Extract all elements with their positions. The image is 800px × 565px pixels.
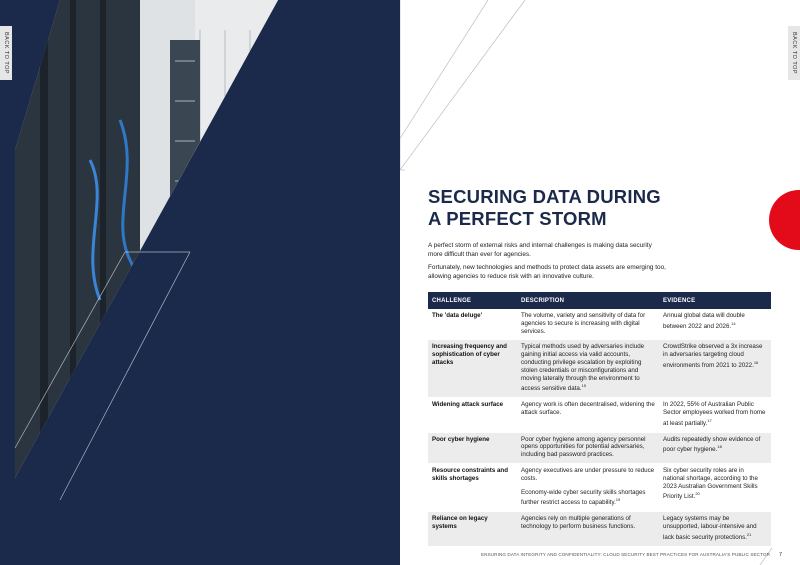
- description-text: Typical methods used by adversaries include gaining initial access via valid accounts, conducting privilege escalation by exploiting stolen credentials or misconfigurations and moving laterally through the environment to access sensitive data.: [521, 343, 645, 393]
- title-line-1: SECURING DATA DURING: [428, 186, 661, 207]
- footnote-ref: 15: [581, 383, 586, 389]
- evidence-text: Audits repeatedly show evidence of poor cyber hygiene.: [663, 435, 761, 454]
- table-row: [428, 398, 771, 432]
- evidence-text: Six cyber security roles are in national shortage, according to the 2023 Australian Government Skills Priority List.: [663, 467, 758, 501]
- challenge-cell: Increasing frequency and sophistication of cyber attacks: [428, 340, 517, 398]
- back-to-top-label: BACK TO TOP: [3, 31, 9, 75]
- description-cell: [517, 340, 659, 398]
- table-row: [428, 432, 771, 463]
- footnote-ref: 20: [695, 491, 700, 497]
- table-row: [428, 340, 771, 398]
- evidence-cell: [659, 512, 771, 546]
- description-cell: [517, 432, 659, 463]
- table-row: [428, 309, 771, 340]
- evidence-text: In 2022, 55% of Australian Public Sector employees worked from home at least partially.: [663, 401, 766, 427]
- evidence-text: CrowdStrike observed a 3x increase in adversaries targeting cloud environments from 2021 to 2022.: [663, 343, 763, 370]
- description-cell: [517, 512, 659, 546]
- table-header-row: [428, 292, 771, 309]
- back-to-top-tab-left[interactable]: [0, 26, 12, 80]
- evidence-cell: [659, 398, 771, 432]
- evidence-cell: [659, 340, 771, 398]
- footnote-ref: 16: [753, 359, 759, 365]
- back-to-top-label: BACK TO TOP: [791, 31, 797, 75]
- footnote-ref: 18: [717, 444, 722, 450]
- description-cell: [517, 464, 659, 512]
- footnote-ref: 14: [731, 320, 736, 326]
- description-text: Economy-wide cyber security skills shortages further restrict access to capability.: [521, 488, 646, 507]
- footnote-ref: 19: [615, 497, 621, 503]
- challenge-cell: Poor cyber hygiene: [428, 432, 517, 463]
- page-title: [428, 186, 728, 230]
- footer-text: ENSURING DATA INTEGRITY AND CONFIDENTIALITY: CLOUD SECURITY BEST PRACTICES FOR AUSTRALIA'S PUBLIC SECTOR: [481, 552, 770, 557]
- header-evidence: EVIDENCE: [659, 292, 771, 309]
- intro-paragraph-1: A perfect storm of external risks and internal challenges is making data security more difficult than ever for agencies.: [428, 242, 652, 258]
- challenge-cell: Widening attack surface: [428, 398, 517, 432]
- description-cell: [517, 398, 659, 432]
- header-description: DESCRIPTION: [517, 292, 659, 309]
- page-number: 7: [778, 552, 782, 558]
- right-content-panel: [400, 0, 800, 565]
- back-to-top-tab-right[interactable]: [788, 26, 800, 80]
- description-text: Agencies rely on multiple generations of technology to perform business functions.: [521, 515, 636, 531]
- evidence-text: Annual global data will double between 2022 and 2026.: [663, 312, 745, 330]
- challenge-cell: Reliance on legacy systems: [428, 512, 517, 546]
- table-row: [428, 512, 771, 546]
- header-challenge: CHALLENGE: [428, 292, 517, 309]
- title-line-2: A PERFECT STORM: [428, 208, 607, 229]
- evidence-cell: [659, 432, 771, 463]
- footnote-ref: 17: [707, 417, 712, 423]
- table-row: [428, 464, 771, 512]
- challenge-cell: The 'data deluge': [428, 309, 517, 340]
- description-text: Agency executives are under pressure to reduce costs.: [521, 467, 655, 482]
- description-cell: [517, 309, 659, 340]
- intro-paragraph-2: Fortunately, new technologies and methods to protect data assets are emerging too, allowing agencies to reduce risk with an innovative culture.: [428, 264, 666, 280]
- footnote-ref: 21: [746, 531, 752, 537]
- evidence-text: Legacy systems may be unsupported, labour-intensive and lack basic security protections.: [663, 515, 757, 541]
- challenges-table: [428, 292, 771, 547]
- evidence-cell: [659, 309, 771, 340]
- description-text: Poor cyber hygiene among agency personnel opens opportunities for potential adversaries, including bad password practices.: [521, 435, 646, 459]
- evidence-cell: [659, 464, 771, 512]
- description-text: Agency work is often decentralised, widening the attack surface.: [521, 401, 655, 417]
- challenge-cell: Resource constraints and skills shortages: [428, 464, 517, 512]
- description-text: The volume, variety and sensitivity of data for agencies to secure is increasing with digital services.: [521, 312, 646, 335]
